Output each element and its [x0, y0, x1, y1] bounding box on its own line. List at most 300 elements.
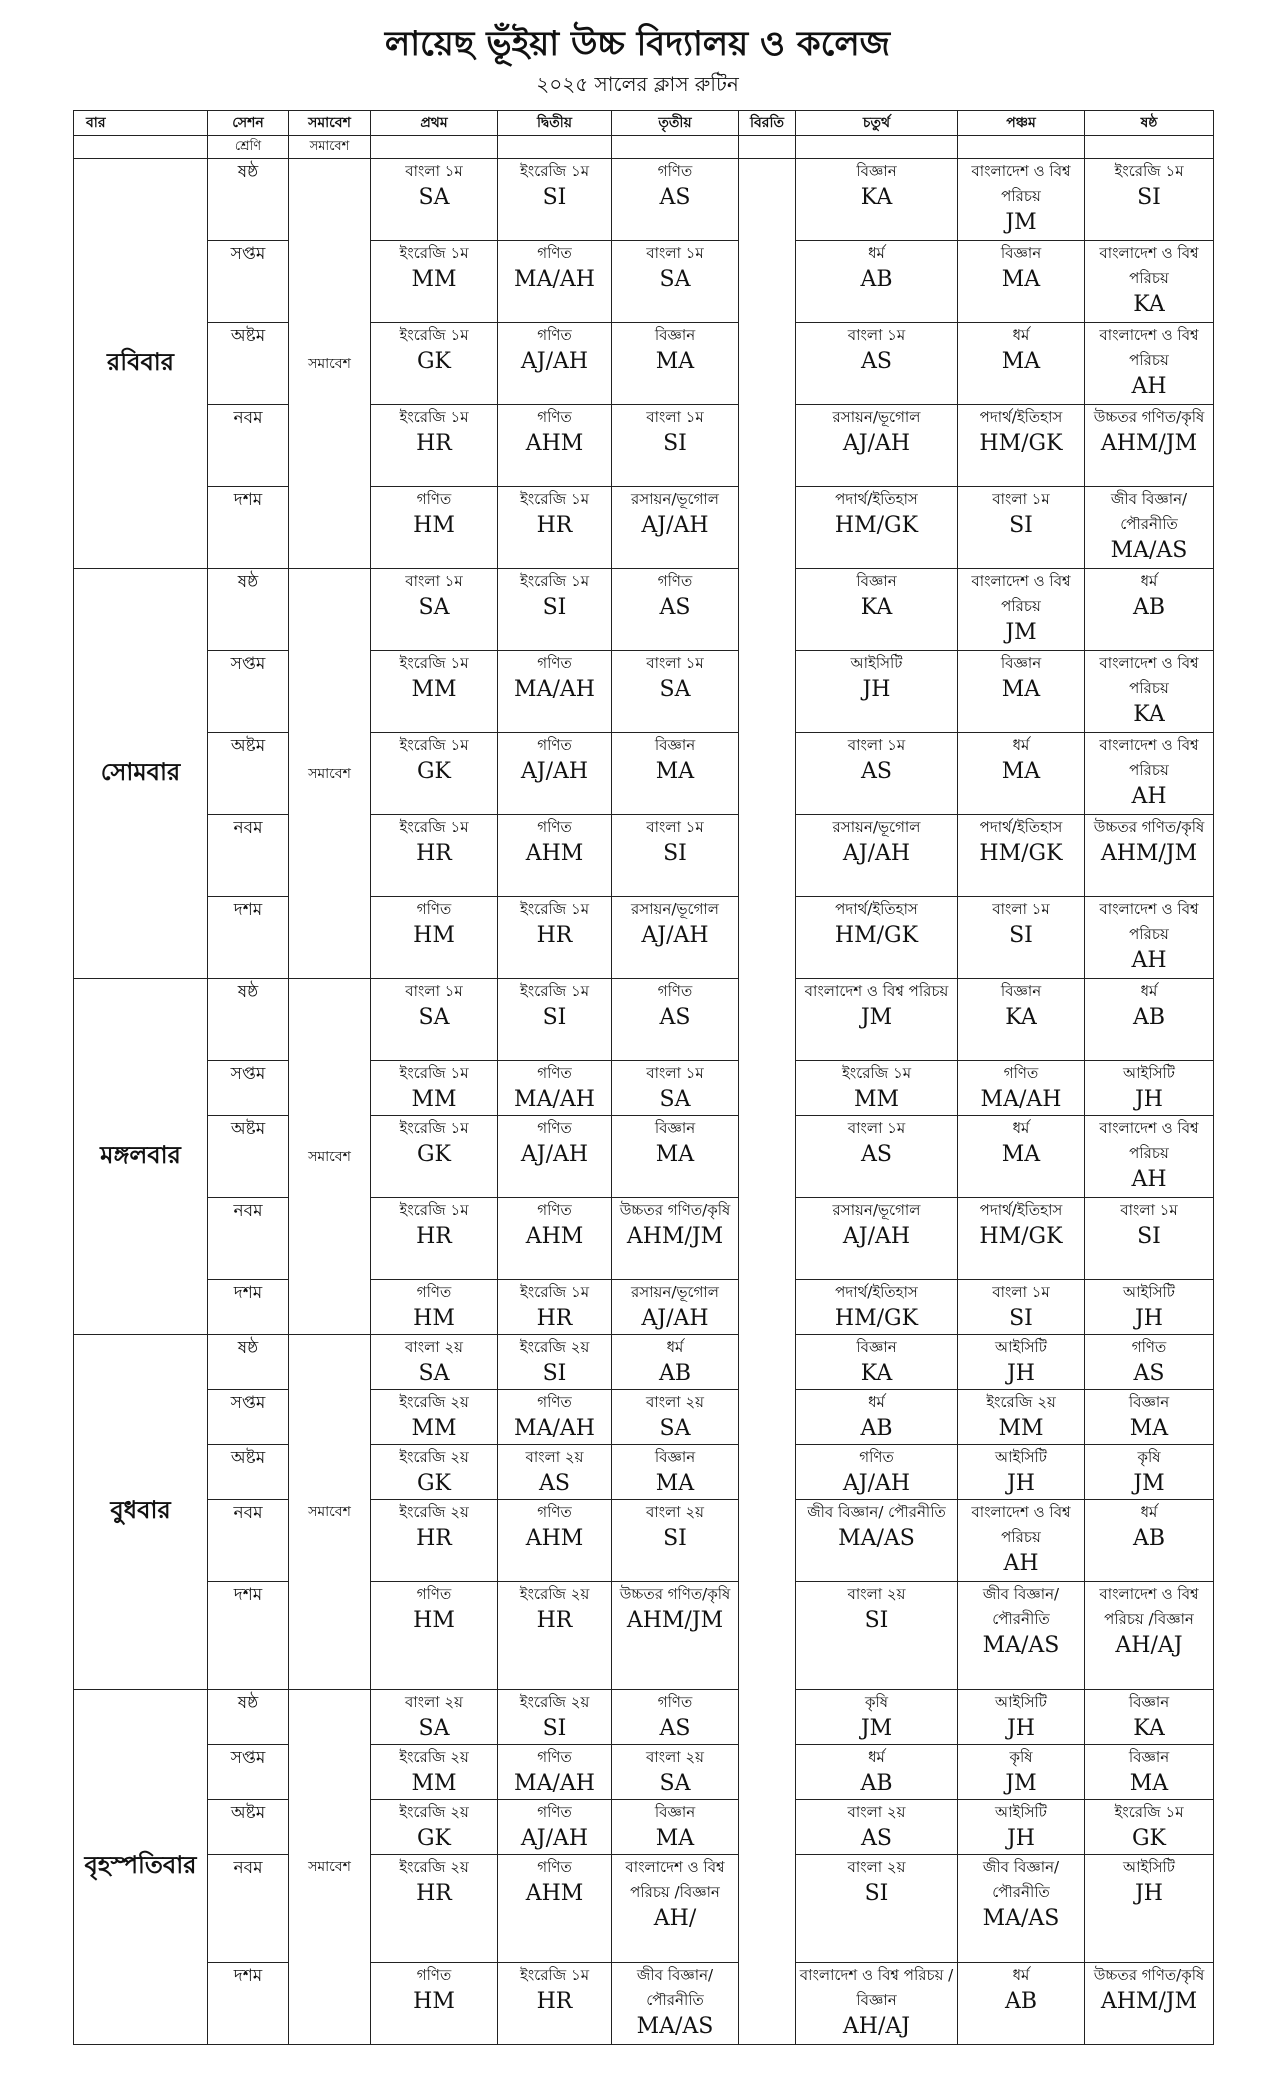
subject-label: বাংলাদেশ ও বিশ্ব পরিচয়: [1099, 654, 1199, 697]
header-row: [74, 111, 1214, 136]
day-name: বুধবার: [74, 1335, 208, 1690]
subject-label: ইংরেজি ১ম: [519, 572, 590, 590]
teacher-code: SI: [663, 1526, 687, 1551]
teacher-code: MM: [853, 1087, 900, 1112]
period-cell: [958, 815, 1085, 897]
period-cell: [796, 651, 958, 733]
subject-label: ইংরেজি ১ম: [519, 900, 590, 918]
subject-label: বাংলা ১ম: [847, 736, 906, 754]
teacher-code: MA: [655, 1826, 695, 1851]
teacher-code: SI: [864, 1881, 889, 1906]
day-name: মঙ্গলবার: [74, 979, 208, 1335]
teacher-code: AS: [659, 595, 691, 620]
routine-row: [74, 569, 1214, 651]
class-name: দশম: [208, 487, 289, 569]
teacher-code: JH: [1006, 1826, 1035, 1851]
teacher-code: SA: [418, 1005, 450, 1030]
header-period-5: পঞ্চম: [958, 111, 1085, 136]
period-cell: [958, 733, 1085, 815]
subheader-blank: [371, 136, 498, 159]
teacher-code: AS: [861, 1142, 892, 1167]
period-cell: [796, 979, 958, 1061]
class-name: অষ্টম: [208, 1445, 289, 1500]
subject-label: বাংলা ২য়: [645, 1503, 705, 1521]
subject-label: বাংলা ২য়: [525, 1448, 584, 1466]
period-cell: [796, 405, 958, 487]
subject-label: বাংলাদেশ ও বিশ্ব পরিচয়: [1099, 900, 1199, 943]
period-cell: [958, 1500, 1085, 1582]
teacher-code: MA: [655, 759, 695, 784]
class-routine-table: [73, 110, 1214, 2045]
class-name: নবম: [208, 1855, 289, 1963]
subject-label: বিজ্ঞান: [1000, 244, 1042, 262]
teacher-code: SI: [542, 185, 567, 210]
subject-label: ইংরেজি ১ম: [399, 326, 469, 344]
teacher-code: AH/AJ: [1115, 1633, 1183, 1658]
teacher-code: MA: [1001, 759, 1041, 784]
subject-label: বাংলা ১ম: [1120, 1201, 1178, 1219]
subject-label: বাংলা ১ম: [646, 244, 704, 262]
period-cell: [796, 1963, 958, 2045]
day-name: বৃহস্পতিবার: [74, 1690, 208, 2045]
subject-label: গণিত: [416, 1966, 452, 1984]
teacher-code: AH: [1131, 374, 1167, 399]
teacher-code: AB: [860, 267, 893, 292]
period-cell: [612, 1855, 739, 1963]
period-cell: [958, 1116, 1085, 1198]
teacher-code: SA: [418, 595, 450, 620]
teacher-code: AH: [1131, 948, 1167, 973]
subject-label: ইংরেজি ১ম: [519, 490, 590, 508]
subject-label: বাংলা ১ম: [646, 654, 704, 672]
period-cell: [371, 323, 498, 405]
class-name: দশম: [208, 1280, 289, 1335]
period-cell: [796, 241, 958, 323]
subheader-blank: [498, 136, 612, 159]
teacher-code: HR: [536, 513, 573, 538]
period-cell: [958, 651, 1085, 733]
teacher-code: AHM/JM: [1100, 431, 1198, 456]
period-cell: [498, 1116, 612, 1198]
class-name: সপ্তম: [208, 241, 289, 323]
header-period-3: তৃতীয়: [612, 111, 739, 136]
class-name: অষ্টম: [208, 323, 289, 405]
subject-label: উচ্চতর গণিত/কৃষি: [619, 1585, 731, 1603]
subject-label: গণিত: [537, 736, 572, 754]
subject-label: ইংরেজি ২য়: [399, 1503, 469, 1521]
period-cell: [796, 1582, 958, 1690]
subject-label: আইসিটি: [850, 654, 903, 672]
period-cell: [371, 1390, 498, 1445]
teacher-code: SI: [542, 1361, 567, 1386]
subject-label: আইসিটি: [1123, 1064, 1175, 1082]
period-cell: [612, 815, 739, 897]
period-cell: [958, 405, 1085, 487]
subject-label: ধর্ম: [1012, 736, 1030, 754]
teacher-code: AS: [659, 1716, 691, 1741]
routine-row: [74, 241, 1214, 323]
assembly-cell: সমাবেশ: [289, 159, 371, 569]
period-cell: [1085, 1116, 1214, 1198]
period-cell: [498, 1335, 612, 1390]
subject-label: গণিত: [1131, 1338, 1167, 1356]
period-cell: [1085, 405, 1214, 487]
period-cell: [371, 1745, 498, 1800]
period-cell: [498, 979, 612, 1061]
class-name: নবম: [208, 1500, 289, 1582]
subject-label: বাংলা ২য়: [645, 1393, 705, 1411]
subject-label: গণিত: [657, 982, 693, 1000]
teacher-code: JH: [1134, 1087, 1163, 1112]
teacher-code: HR: [536, 923, 573, 948]
subject-label: গণিত: [1003, 1064, 1039, 1082]
day-name: রবিবার: [74, 159, 208, 569]
teacher-code: KA: [1133, 1716, 1165, 1741]
subject-label: বাংলা ১ম: [646, 1064, 704, 1082]
teacher-code: AJ/AH: [641, 513, 709, 538]
period-cell: [1085, 1390, 1214, 1445]
routine-row: [74, 1582, 1214, 1690]
subject-label: আইসিটি: [995, 1338, 1047, 1356]
subject-label: বাংলা ২য়: [847, 1585, 906, 1603]
teacher-code: HM: [413, 923, 455, 948]
subject-label: বাংলা ১ম: [405, 982, 463, 1000]
teacher-code: AHM: [525, 1881, 584, 1906]
subject-label: বিজ্ঞান: [856, 162, 897, 180]
teacher-code: MA: [655, 1471, 695, 1496]
teacher-code: JM: [860, 1005, 893, 1030]
period-cell: [371, 1582, 498, 1690]
subject-label: বাংলা ১ম: [992, 1283, 1050, 1301]
subject-label: উচ্চতর গণিত/কৃষি: [619, 1201, 731, 1219]
subject-label: বাংলাদেশ ও বিশ্ব পরিচয় /বিজ্ঞান: [1099, 1585, 1199, 1628]
subject-label: বাংলা ২য়: [847, 1858, 906, 1876]
period-cell: [1085, 1280, 1214, 1335]
period-cell: [958, 1963, 1085, 2045]
teacher-code: AHM: [525, 1224, 584, 1249]
period-cell: [796, 159, 958, 241]
period-cell: [612, 241, 739, 323]
period-cell: [371, 1280, 498, 1335]
teacher-code: MA/AS: [636, 2014, 714, 2039]
teacher-code: JH: [1134, 1881, 1163, 1906]
routine-row: [74, 323, 1214, 405]
period-cell: [371, 733, 498, 815]
subject-label: বাংলা ১ম: [405, 162, 463, 180]
period-cell: [371, 241, 498, 323]
subject-label: পদার্থ/ইতিহাস: [979, 408, 1063, 426]
period-cell: [612, 1500, 739, 1582]
teacher-code: HM/GK: [979, 841, 1063, 866]
teacher-code: SI: [1137, 185, 1161, 210]
teacher-code: SI: [542, 595, 567, 620]
period-cell: [612, 487, 739, 569]
routine-row: [74, 405, 1214, 487]
period-cell: [1085, 1582, 1214, 1690]
period-cell: [958, 1335, 1085, 1390]
period-cell: [371, 1800, 498, 1855]
routine-row: [74, 733, 1214, 815]
teacher-code: HR: [416, 841, 452, 866]
routine-row: [74, 487, 1214, 569]
class-name: সপ্তম: [208, 1061, 289, 1116]
teacher-code: GK: [416, 1142, 451, 1167]
period-cell: [612, 159, 739, 241]
teacher-code: KA: [860, 595, 893, 620]
period-cell: [796, 487, 958, 569]
period-cell: [612, 1116, 739, 1198]
period-cell: [498, 159, 612, 241]
subheader-class-label: শ্রেণি: [208, 136, 289, 159]
subheader-blank: [958, 136, 1085, 159]
teacher-code: AHM/JM: [1100, 1989, 1198, 2014]
subject-label: গণিত: [537, 654, 572, 672]
header-period-1: প্রথম: [371, 111, 498, 136]
teacher-code: AJ/AH: [641, 923, 709, 948]
routine-row: [74, 1390, 1214, 1445]
subject-label: ইংরেজি ১ম: [399, 1201, 469, 1219]
subject-label: গণিত: [537, 1803, 572, 1821]
period-cell: [498, 651, 612, 733]
subject-label: আইসিটি: [995, 1693, 1047, 1711]
period-cell: [371, 1855, 498, 1963]
period-cell: [1085, 1198, 1214, 1280]
period-cell: [958, 1690, 1085, 1745]
teacher-code: AB: [1132, 595, 1166, 620]
subject-label: গণিত: [537, 1064, 572, 1082]
period-cell: [498, 1390, 612, 1445]
teacher-code: AH/: [653, 1906, 697, 1931]
subject-label: ইংরেজি ২য়: [519, 1585, 590, 1603]
period-cell: [958, 569, 1085, 651]
subject-label: গণিত: [537, 818, 572, 836]
period-cell: [796, 897, 958, 979]
routine-row: [74, 979, 1214, 1061]
subject-label: রসায়ন/ভূগোল: [832, 818, 921, 836]
period-cell: [1085, 733, 1214, 815]
subject-label: ইংরেজি ২য়: [399, 1393, 469, 1411]
period-cell: [371, 1335, 498, 1390]
subject-label: ইংরেজি ১ম: [399, 1064, 469, 1082]
period-cell: [1085, 1500, 1214, 1582]
period-cell: [612, 1690, 739, 1745]
subject-label: বাংলা ১ম: [646, 818, 704, 836]
subject-label: ইংরেজি ১ম: [519, 162, 590, 180]
period-cell: [796, 1800, 958, 1855]
routine-row: [74, 1061, 1214, 1116]
teacher-code: SI: [1137, 1224, 1161, 1249]
subject-label: বাংলা ১ম: [646, 408, 704, 426]
routine-row: [74, 1800, 1214, 1855]
period-cell: [958, 241, 1085, 323]
subject-label: রসায়ন/ভূগোল: [631, 490, 719, 508]
teacher-code: JM: [860, 1716, 893, 1741]
teacher-code: GK: [416, 349, 451, 374]
subject-label: বাংলাদেশ ও বিশ্ব পরিচয়: [971, 162, 1071, 205]
teacher-code: JH: [1006, 1716, 1035, 1741]
period-cell: [1085, 979, 1214, 1061]
teacher-code: MA/AS: [838, 1526, 915, 1551]
teacher-code: AS: [539, 1471, 570, 1496]
teacher-code: MA/AH: [514, 1416, 595, 1441]
subject-label: ইংরেজি ১ম: [841, 1064, 912, 1082]
teacher-code: AJ/AH: [842, 841, 911, 866]
teacher-code: AB: [860, 1416, 893, 1441]
subject-label: বাংলা ১ম: [992, 490, 1050, 508]
period-cell: [958, 979, 1085, 1061]
period-cell: [498, 1855, 612, 1963]
subject-label: আইসিটি: [1123, 1858, 1175, 1876]
routine-row: [74, 1855, 1214, 1963]
period-cell: [371, 1963, 498, 2045]
subject-label: পদার্থ/ইতিহাস: [979, 818, 1063, 836]
teacher-code: MM: [411, 1771, 457, 1796]
subject-label: বাংলা ২য়: [404, 1338, 464, 1356]
subheader-assembly-label: সমাবেশ: [289, 136, 371, 159]
class-name: ষষ্ঠ: [208, 159, 289, 241]
subject-label: উচ্চতর গণিত/কৃষি: [1093, 1966, 1205, 1984]
subject-label: জীব বিজ্ঞান/ পৌরনীতি: [982, 1585, 1060, 1628]
period-cell: [1085, 1690, 1214, 1745]
routine-row: [74, 651, 1214, 733]
class-name: দশম: [208, 897, 289, 979]
period-cell: [371, 1690, 498, 1745]
teacher-code: MA/AH: [514, 267, 595, 292]
teacher-code: AHM: [525, 1526, 584, 1551]
period-cell: [1085, 1061, 1214, 1116]
teacher-code: SI: [542, 1716, 567, 1741]
class-name: ষষ্ঠ: [208, 1335, 289, 1390]
class-name: নবম: [208, 1198, 289, 1280]
teacher-code: JH: [1006, 1471, 1035, 1496]
subject-label: ইংরেজি ১ম: [399, 244, 469, 262]
teacher-code: JM: [1005, 620, 1037, 645]
teacher-code: MA: [1001, 1142, 1041, 1167]
subject-label: ধর্ম: [868, 1393, 885, 1411]
teacher-code: KA: [860, 185, 893, 210]
subject-label: বাংলাদেশ ও বিশ্ব পরিচয়: [1099, 1119, 1199, 1162]
subject-label: গণিত: [537, 1748, 572, 1766]
subject-label: বাংলাদেশ ও বিশ্ব পরিচয়: [1099, 326, 1199, 369]
teacher-code: MM: [411, 677, 457, 702]
period-cell: [1085, 241, 1214, 323]
class-name: ষষ্ঠ: [208, 569, 289, 651]
period-cell: [498, 1061, 612, 1116]
teacher-code: SI: [864, 1608, 889, 1633]
teacher-code: GK: [416, 1826, 451, 1851]
subject-label: ধর্ম: [1140, 1503, 1158, 1521]
subject-label: ধর্ম: [1012, 1119, 1030, 1137]
period-cell: [498, 897, 612, 979]
subject-label: রসায়ন/ভূগোল: [631, 900, 719, 918]
teacher-code: AJ/AH: [842, 1471, 911, 1496]
subject-label: বিজ্ঞান: [654, 1803, 696, 1821]
teacher-code: MM: [411, 1416, 457, 1441]
teacher-code: HR: [416, 431, 452, 456]
routine-row: [74, 1198, 1214, 1280]
period-cell: [498, 1445, 612, 1500]
subject-label: পদার্থ/ইতিহাস: [835, 490, 918, 508]
period-cell: [796, 1390, 958, 1445]
period-cell: [371, 159, 498, 241]
subject-label: বাংলা ২য়: [847, 1803, 906, 1821]
subject-label: পদার্থ/ইতিহাস: [835, 1283, 918, 1301]
teacher-code: AB: [1004, 1989, 1038, 2014]
subject-label: বাংলাদেশ ও বিশ্ব পরিচয় /বিজ্ঞান: [625, 1858, 725, 1901]
subject-label: বাংলাদেশ ও বিশ্ব পরিচয়: [1099, 736, 1199, 779]
subject-label: বাংলা ১ম: [847, 1119, 906, 1137]
subject-label: কৃষি: [864, 1693, 889, 1711]
subheader-blank: [74, 136, 208, 159]
subject-label: বাংলাদেশ ও বিশ্ব পরিচয়: [1099, 244, 1199, 287]
class-name: দশম: [208, 1582, 289, 1690]
period-cell: [958, 1745, 1085, 1800]
teacher-code: HR: [536, 1306, 573, 1331]
subject-label: গণিত: [416, 1283, 452, 1301]
class-name: ষষ্ঠ: [208, 1690, 289, 1745]
teacher-code: MA: [655, 349, 695, 374]
subject-label: পদার্থ/ইতিহাস: [835, 900, 918, 918]
teacher-code: AS: [861, 759, 892, 784]
subject-label: ইংরেজি ১ম: [519, 982, 590, 1000]
teacher-code: MA/AS: [982, 1633, 1060, 1658]
period-cell: [1085, 487, 1214, 569]
teacher-code: HM: [413, 513, 455, 538]
teacher-code: MM: [411, 1087, 457, 1112]
subject-label: বাংলা ২য়: [645, 1748, 705, 1766]
header-day: বার: [74, 111, 208, 136]
period-cell: [371, 897, 498, 979]
teacher-code: MM: [998, 1416, 1044, 1441]
subject-label: বিজ্ঞান: [1000, 982, 1042, 1000]
teacher-code: SA: [659, 677, 691, 702]
class-name: সপ্তম: [208, 1390, 289, 1445]
teacher-code: AJ/AH: [842, 1224, 911, 1249]
subject-label: ধর্ম: [868, 1748, 885, 1766]
class-name: অষ্টম: [208, 733, 289, 815]
teacher-code: SA: [659, 1087, 691, 1112]
subject-label: বিজ্ঞান: [1128, 1748, 1170, 1766]
period-cell: [1085, 1800, 1214, 1855]
subject-label: জীব বিজ্ঞান/ পৌরনীতি: [636, 1966, 714, 2009]
subject-label: বাংলাদেশ ও বিশ্ব পরিচয়: [804, 982, 949, 1000]
teacher-code: MA: [1129, 1416, 1169, 1441]
period-cell: [1085, 1855, 1214, 1963]
period-cell: [371, 1500, 498, 1582]
subject-label: বিজ্ঞান: [1128, 1693, 1170, 1711]
teacher-code: AB: [1132, 1526, 1166, 1551]
period-cell: [1085, 1745, 1214, 1800]
period-cell: [958, 897, 1085, 979]
routine-row: [74, 1116, 1214, 1198]
period-cell: [796, 1061, 958, 1116]
teacher-code: SI: [1009, 513, 1033, 538]
header-period-6: ষষ্ঠ: [1085, 111, 1214, 136]
period-cell: [498, 1198, 612, 1280]
period-cell: [796, 323, 958, 405]
teacher-code: AH: [1003, 1551, 1039, 1576]
teacher-code: AS: [659, 185, 691, 210]
period-cell: [1085, 1445, 1214, 1500]
subject-label: জীব বিজ্ঞান/ পৌরনীতি: [807, 1503, 946, 1521]
period-cell: [612, 405, 739, 487]
teacher-code: KA: [860, 1361, 893, 1386]
teacher-code: HR: [536, 1989, 573, 2014]
period-cell: [498, 487, 612, 569]
teacher-code: AH: [1131, 1167, 1167, 1192]
subject-label: বিজ্ঞান: [856, 572, 897, 590]
teacher-code: AHM/JM: [1100, 841, 1198, 866]
